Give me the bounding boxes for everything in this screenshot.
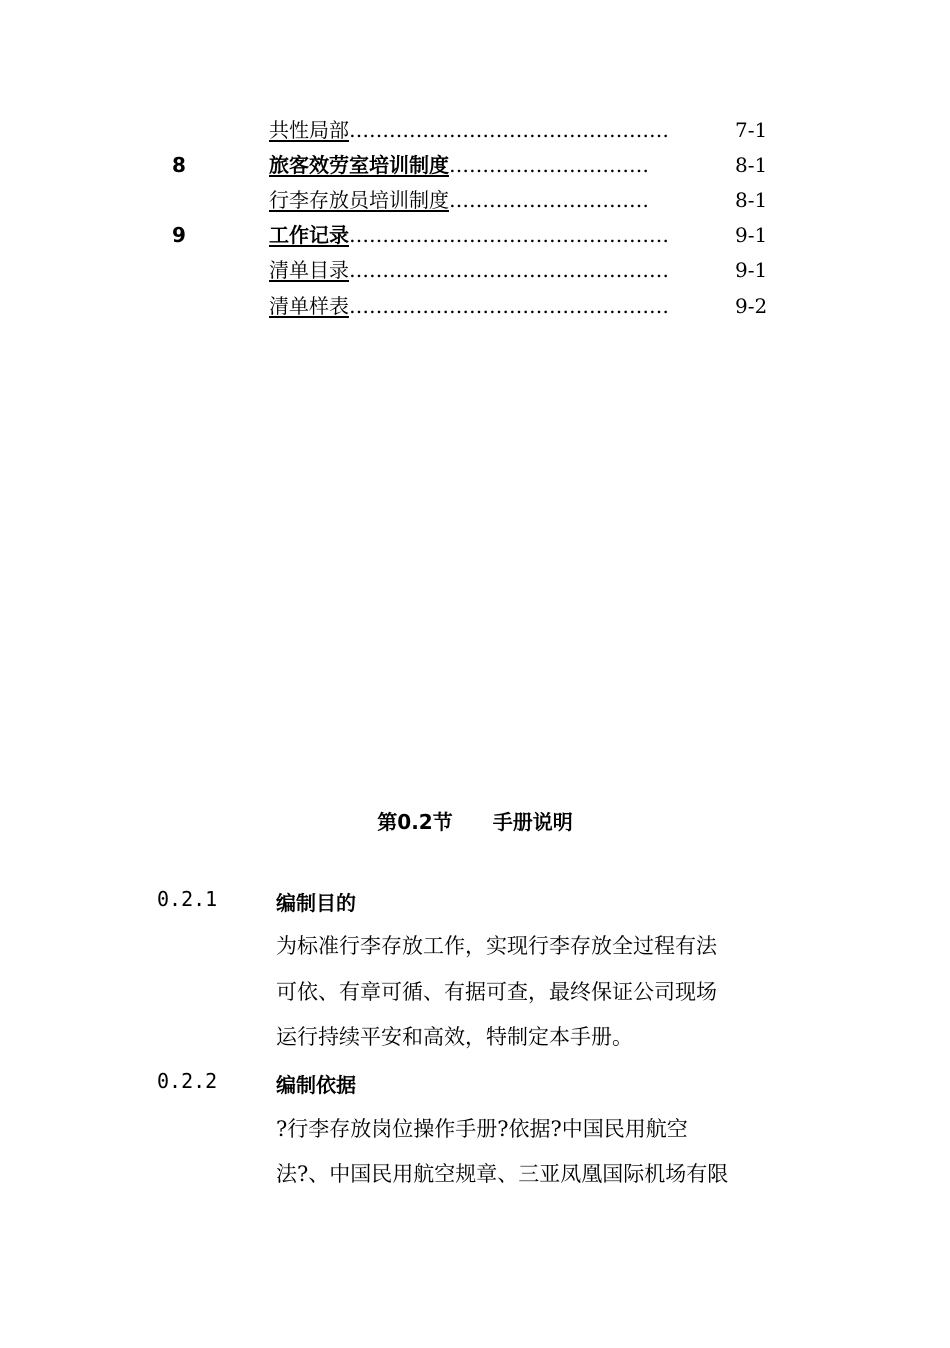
toc-leader-dots: ………………………………………… bbox=[349, 118, 669, 142]
toc-leader-dots: ………………………………………… bbox=[349, 258, 669, 282]
toc-row bbox=[0, 150, 950, 180]
toc-entry[interactable] bbox=[269, 115, 697, 145]
toc-leader-dots: ………………………………………… bbox=[349, 223, 669, 247]
toc-chapter-number: 8 bbox=[172, 153, 186, 177]
paragraph-line: 运行持续平安和高效，特制定本手册。 bbox=[276, 1025, 633, 1049]
subsection-title: 编制依据 bbox=[276, 1073, 356, 1097]
toc-title-link[interactable]: 清单样表 bbox=[269, 294, 349, 318]
toc-page-number: 7-1 bbox=[735, 118, 768, 142]
subsection-title: 编制目的 bbox=[276, 891, 356, 915]
subsection-number: 0.2.1 bbox=[157, 887, 218, 911]
section-title: 手册说明 bbox=[492, 810, 573, 834]
toc-entry[interactable] bbox=[269, 291, 697, 321]
toc-page-number: 9-2 bbox=[735, 294, 768, 318]
toc-row bbox=[0, 255, 950, 285]
subsection-number: 0.2.2 bbox=[157, 1069, 218, 1093]
toc-row bbox=[0, 291, 950, 321]
toc-entry[interactable] bbox=[269, 185, 697, 215]
paragraph-line: 法?、中国民用航空规章、三亚凤凰国际机场有限 bbox=[276, 1162, 729, 1186]
toc-leader-dots: ………………………………………… bbox=[349, 294, 669, 318]
toc-title-link[interactable]: 旅客效劳室培训制度 bbox=[269, 153, 449, 177]
toc-title-link[interactable]: 清单目录 bbox=[269, 258, 349, 282]
toc-entry[interactable] bbox=[269, 255, 697, 285]
toc-leader-dots: ………………………… bbox=[449, 153, 649, 177]
toc-title-link[interactable]: 共性局部 bbox=[269, 118, 349, 142]
toc-page-number: 8-1 bbox=[735, 188, 768, 212]
toc-entry[interactable] bbox=[269, 220, 697, 250]
toc-title-link[interactable]: 工作记录 bbox=[269, 223, 349, 247]
paragraph-line: ?行李存放岗位操作手册?依据?中国民用航空 bbox=[276, 1117, 688, 1141]
paragraph-line: 可依、有章可循、有据可查，最终保证公司现场 bbox=[276, 980, 717, 1004]
toc-chapter-number: 9 bbox=[172, 223, 186, 247]
paragraph-line: 为标准行李存放工作，实现行李存放全过程有法 bbox=[276, 934, 717, 958]
toc-page-number: 8-1 bbox=[735, 153, 768, 177]
toc-page-number: 9-1 bbox=[735, 258, 768, 282]
section-label: 第0.2节 bbox=[377, 810, 453, 834]
toc-row bbox=[0, 115, 950, 145]
toc-entry[interactable] bbox=[269, 150, 697, 180]
toc-row bbox=[0, 220, 950, 250]
toc-page-number: 9-1 bbox=[735, 223, 768, 247]
toc-row bbox=[0, 185, 950, 215]
toc-leader-dots: ………………………… bbox=[449, 188, 649, 212]
toc-title-link[interactable]: 行李存放员培训制度 bbox=[269, 188, 449, 212]
section-heading bbox=[0, 806, 950, 835]
